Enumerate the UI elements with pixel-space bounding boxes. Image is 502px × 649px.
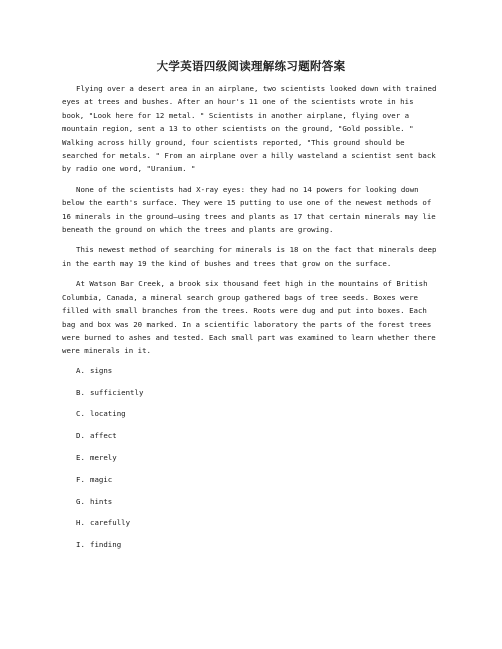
option-text: finding bbox=[90, 540, 122, 550]
option-text: hints bbox=[90, 496, 113, 506]
option-text: sufficiently bbox=[90, 387, 144, 397]
paragraph: Flying over a desert area in an airplane, two scientists looked down with trained eyes at trees and bushes. After an hour's 11 one of the scientists wrote in his book, "Look here for 12 metal. " Scientists in another airplane, flying over a mountain region, sent a 13 to other scientists on the ground, "Gold possible. " Walking across hilly ground, four scientists reported, "This ground should be searched for metals. " From an airplane over a hilly wasteland a scientist sent back by radio one word, "Uranium. " bbox=[62, 84, 437, 174]
option-item bbox=[76, 539, 440, 561]
option-item bbox=[76, 408, 440, 430]
option-item bbox=[76, 496, 440, 518]
option-letter: G. bbox=[76, 496, 85, 506]
option-item bbox=[76, 365, 440, 387]
option-letter: H. bbox=[76, 518, 85, 528]
option-text: affect bbox=[90, 431, 117, 441]
paragraph: At Watson Bar Creek, a brook six thousand feet high in the mountains of British Columbia, Canada, a mineral search group gathered bags of tree seeds. Boxes were filled with small branches from the trees. Roots were dug and put into boxes. Each bag and box was 20 marked. In a scientific laboratory the parts of the forest trees were burned to ashes and tested. Each small part was examined to learn whether there were minerals in it. bbox=[62, 279, 436, 356]
option-text: locating bbox=[90, 409, 126, 419]
option-text: carefully bbox=[90, 518, 131, 528]
option-text: merely bbox=[90, 452, 117, 462]
option-item bbox=[76, 452, 440, 474]
option-letter: A. bbox=[76, 365, 85, 375]
option-letter: C. bbox=[76, 409, 85, 419]
paragraph: This newest method of searching for minerals is 18 on the fact that minerals deep in the earth may 19 the kind of bushes and trees that grow on the surface. bbox=[62, 245, 437, 268]
option-item bbox=[76, 387, 440, 409]
option-letter: E. bbox=[76, 452, 85, 462]
option-item bbox=[76, 474, 440, 496]
option-letter: F. bbox=[76, 474, 85, 484]
option-letter: I. bbox=[76, 540, 85, 550]
option-text: magic bbox=[90, 474, 113, 484]
option-letter: D. bbox=[76, 431, 85, 441]
option-letter: B. bbox=[76, 387, 85, 397]
option-text: signs bbox=[90, 365, 113, 375]
option-item bbox=[76, 517, 440, 539]
document-title: 大学英语四级阅读理解练习题附答案 bbox=[156, 59, 346, 73]
paragraph: None of the scientists had X-ray eyes: they had no 14 powers for looking down below the earth's surface. They were 15 putting to use one of the newest methods of 16 minerals in the ground—using trees and plants as 17 that certain minerals may lie beneath the ground on which the trees and plants are growing. bbox=[62, 184, 436, 235]
option-item bbox=[76, 430, 440, 452]
answer-options-list bbox=[76, 365, 440, 561]
